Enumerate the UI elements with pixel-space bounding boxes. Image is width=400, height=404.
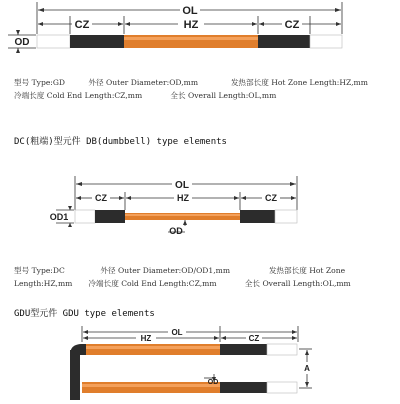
dc-spec-hot-zone-length: Length:HZ,mm [14, 279, 73, 288]
gdu-ol-dimension [83, 328, 297, 337]
gd-ol-dimension [38, 5, 341, 17]
gd-spec-overall-length: 全长 Overall Length:OL,mm [170, 91, 277, 100]
gd-rod-right-cold-end [258, 35, 310, 48]
gdu-ol-label: OL [171, 328, 183, 337]
dc-od1-label: OD1 [49, 212, 69, 222]
gd-diagram [0, 0, 400, 58]
gd-ol-label: OL [182, 5, 198, 17]
dc-cz-left-label: CZ [95, 193, 107, 203]
gd-rod-hot-zone [124, 35, 258, 48]
dc-spec-outer-diameter: 外径 Outer Diameter:OD/OD1,mm [100, 266, 231, 275]
gdu-bottom-tip [267, 382, 297, 393]
gdu-top-tip [267, 344, 297, 355]
gdu-diagram [0, 322, 400, 400]
dc-diagram [0, 170, 400, 250]
dc-heading: DC(粗端)型元件 DB(dumbbell) type elements [14, 137, 227, 147]
gd-spec-cold-end: 冷端长度 Cold End Length:CZ,mm [14, 91, 143, 100]
dc-spec-hot-zone: 发热部长度 Hot Zone [268, 266, 346, 275]
dc-hz-label: HZ [177, 193, 189, 203]
dc-rod-right-tip [275, 210, 297, 223]
dc-spec-cold-end: 冷端长度 Cold End Length:CZ,mm [88, 279, 217, 288]
gd-rod-right-tip [310, 35, 342, 48]
dc-spec-type: 型号 Type:DC [14, 266, 65, 275]
dc-ol-dimension [76, 180, 296, 191]
gdu-a-label: A [304, 364, 310, 373]
dc-ol-label: OL [175, 180, 189, 191]
gd-od-label: OD [14, 37, 30, 48]
dc-cz-right-label: CZ [265, 193, 277, 203]
gd-spec-outer-diameter: 外径 Outer Diameter:OD,mm [88, 78, 199, 87]
dc-rod-left-tip [75, 210, 95, 223]
gdu-cz-label: CZ [248, 334, 260, 343]
dc-rod-right-cold-end [240, 210, 275, 223]
dc-rod-left-cold-end [95, 210, 125, 223]
dc-drawing [0, 170, 400, 250]
gdu-heading: GDU型元件 GDU type elements [14, 309, 155, 319]
gdu-top-cold-end [220, 344, 267, 355]
gd-spec-hot-zone: 发热部长度 Hot Zone Length:HZ,mm [230, 78, 368, 87]
gd-rod-left-cold-end [70, 35, 124, 48]
gd-cz-right-label: CZ [284, 19, 300, 31]
gd-rod-left-tip [37, 35, 70, 48]
gdu-drawing [0, 322, 400, 400]
dc-spec-overall-length: 全长 Overall Length:OL,mm [244, 279, 351, 288]
gd-cz-left-label: CZ [74, 19, 90, 31]
dc-od-label: OD [169, 226, 183, 236]
gd-spec [14, 76, 368, 102]
gdu-hz-label: HZ [140, 334, 152, 343]
gdu-top-hot-zone [86, 344, 220, 355]
gd-hz-label: HZ [183, 19, 199, 31]
gdu-bottom-cold-end [220, 382, 267, 393]
gd-spec-type: 型号 Type:GD [14, 78, 66, 87]
gd-drawing [0, 0, 400, 58]
gdu-bottom-hot-zone [82, 382, 220, 393]
gdu-od-label: OD [207, 379, 219, 386]
dc-spec [14, 264, 351, 290]
